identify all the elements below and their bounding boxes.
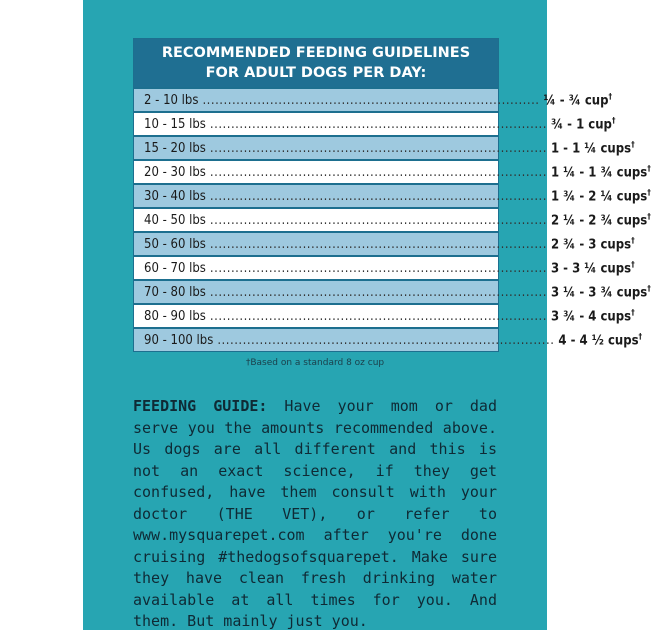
row-footnote-mark: †: [647, 283, 651, 293]
row-leader-dots: ................................................................................: [209, 140, 547, 156]
row-leader-dots: ................................................................................: [209, 284, 547, 300]
table-header: [134, 39, 498, 87]
row-leader-dots: ................................................................................: [209, 260, 547, 276]
row-weight: 30 - 40 lbs: [144, 188, 206, 204]
feeding-guide-text: [133, 396, 497, 633]
row-amount-text: 1 ¾ - 2 ¼ cups: [550, 188, 648, 204]
row-leader-dots: ................................................................................: [209, 116, 547, 132]
row-amount: [551, 308, 635, 324]
row-amount-text: 2 ¼ - 2 ¾ cups: [550, 212, 648, 228]
row-weight: 2 - 10 lbs: [144, 92, 199, 108]
row-leader-dots: ................................................................................: [209, 164, 547, 180]
row-footnote-mark: †: [631, 139, 635, 149]
row-amount-text: 3 - 3 ¼ cups: [550, 260, 632, 276]
row-leader-dots: ................................................................................: [209, 212, 547, 228]
row-footnote-mark: †: [631, 235, 635, 245]
feeding-guide-lead: FEEDING GUIDE:: [133, 397, 268, 415]
row-footnote-mark: †: [631, 307, 635, 317]
row-weight: 50 - 60 lbs: [144, 236, 206, 252]
feeding-table: [133, 38, 651, 352]
table-row: [134, 209, 651, 232]
row-footnote-mark: †: [638, 331, 643, 341]
row-amount-text: ¾ - 1 cup: [550, 116, 612, 132]
row-amount-text: ¼ - ¾ cup: [543, 92, 609, 108]
row-amount-text: 4 - 4 ½ cups: [558, 332, 639, 348]
row-amount: [551, 260, 635, 276]
row-weight: 80 - 90 lbs: [144, 308, 206, 324]
row-footnote-mark: †: [647, 211, 651, 221]
row-leader-dots: ................................................................................: [209, 308, 547, 324]
table-row: [134, 137, 635, 160]
table-row: [134, 281, 651, 304]
row-leader-dots: ................................................................................: [217, 332, 555, 348]
table-row: [134, 89, 613, 112]
row-amount: [551, 236, 635, 252]
row-amount-text: 3 ¾ - 4 cups: [550, 308, 632, 324]
row-amount: [551, 212, 651, 228]
row-footnote-mark: †: [647, 187, 651, 197]
row-weight: 40 - 50 lbs: [144, 212, 206, 228]
feeding-guide-body: Have your mom or dad serve you the amounts recommended above. Us dogs are all different and this is not an exact science, if they get confused, have them consult with your doctor (THE VET), or refer to www.mysquarepet.com after you're done cruising #thedogsofsquarepet. Make sure they have clean fresh drinking water available at all times for you. And them. But mainly just you.: [133, 397, 497, 630]
row-amount: [544, 92, 613, 108]
row-weight: 15 - 20 lbs: [144, 140, 206, 156]
table-row: [134, 329, 643, 352]
row-footnote-mark: †: [611, 115, 616, 125]
row-weight: 60 - 70 lbs: [144, 260, 206, 276]
table-rows: [134, 89, 651, 352]
row-amount-text: 1 ¼ - 1 ¾ cups: [550, 164, 648, 180]
table-row: [134, 233, 635, 256]
row-weight: 10 - 15 lbs: [144, 116, 206, 132]
row-weight: 70 - 80 lbs: [144, 284, 206, 300]
row-amount-text: 3 ¼ - 3 ¾ cups: [550, 284, 648, 300]
row-amount: [551, 116, 616, 132]
table-row: [134, 305, 635, 328]
row-leader-dots: ................................................................................: [202, 92, 540, 108]
row-amount-text: 2 ¾ - 3 cups: [550, 236, 632, 252]
row-weight: 90 - 100 lbs: [144, 332, 214, 348]
row-amount: [551, 164, 651, 180]
row-leader-dots: ................................................................................: [209, 236, 547, 252]
table-row: [134, 257, 635, 280]
row-amount-text: 1 - 1 ¼ cups: [550, 140, 632, 156]
row-amount: [551, 284, 651, 300]
row-amount: [558, 332, 642, 348]
row-amount: [551, 188, 651, 204]
table-title-line-2: FOR ADULT DOGS PER DAY:: [205, 65, 427, 81]
table-row: [134, 113, 616, 136]
row-weight: 20 - 30 lbs: [144, 164, 206, 180]
row-footnote-mark: †: [647, 163, 651, 173]
row-amount: [551, 140, 635, 156]
row-footnote-mark: †: [631, 259, 635, 269]
row-leader-dots: ................................................................................: [209, 188, 547, 204]
table-title-line-1: RECOMMENDED FEEDING GUIDELINES: [161, 45, 471, 61]
footnote: †Based on a standard 8 oz cup: [245, 358, 385, 368]
table-row: [134, 161, 651, 184]
row-footnote-mark: †: [608, 91, 613, 101]
table-row: [134, 185, 651, 208]
